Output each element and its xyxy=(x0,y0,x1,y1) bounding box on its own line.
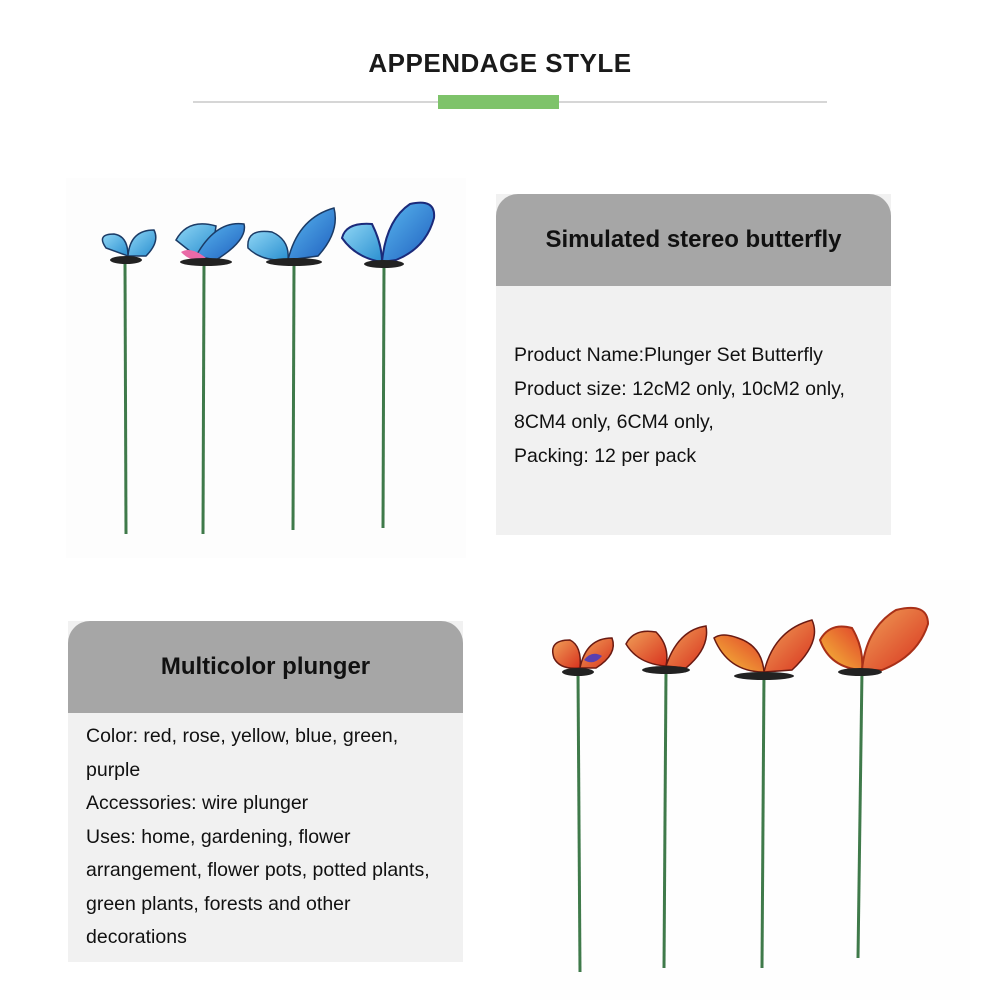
info-card-multicolor-plunger xyxy=(68,621,463,962)
blue-butterfly-4 xyxy=(342,203,434,268)
card-title: Simulated stereo butterfly xyxy=(496,194,891,286)
title-divider-accent xyxy=(438,95,559,109)
red-butterfly-1 xyxy=(553,638,614,676)
card-line: Packing: 12 per pack xyxy=(514,444,697,467)
red-butterfly-2 xyxy=(626,626,707,674)
blue-butterfly-stakes-image xyxy=(66,178,466,558)
card-body xyxy=(86,720,458,955)
red-butterfly-4 xyxy=(820,608,928,676)
blue-butterfly-1 xyxy=(102,230,155,264)
card-line: purple xyxy=(86,758,141,781)
card-line: Uses: home, gardening, flower xyxy=(86,825,351,848)
card-line: Color: red, rose, yellow, blue, green, xyxy=(86,725,399,747)
card-line: arrangement, flower pots, potted plants, xyxy=(86,859,430,881)
card-line: Accessories: wire plunger xyxy=(86,792,309,814)
blue-butterfly-2 xyxy=(176,224,244,266)
red-butterfly-3 xyxy=(714,620,815,680)
red-butterfly-stakes-image xyxy=(530,580,970,1000)
card-body xyxy=(514,339,884,473)
card-line: Product Name:Plunger Set Butterfly xyxy=(514,344,823,366)
blue-butterfly-3 xyxy=(248,208,335,266)
card-line: 8CM4 only, 6CM4 only, xyxy=(514,411,714,433)
card-line: green plants, forests and other xyxy=(86,892,351,915)
card-line: Product size: 12cM2 only, 10cM2 only, xyxy=(514,377,845,400)
card-title: Multicolor plunger xyxy=(68,621,463,713)
card-line: decorations xyxy=(86,926,187,948)
page-title: APPENDAGE STYLE xyxy=(368,48,632,78)
info-card-stereo-butterfly xyxy=(496,194,891,535)
